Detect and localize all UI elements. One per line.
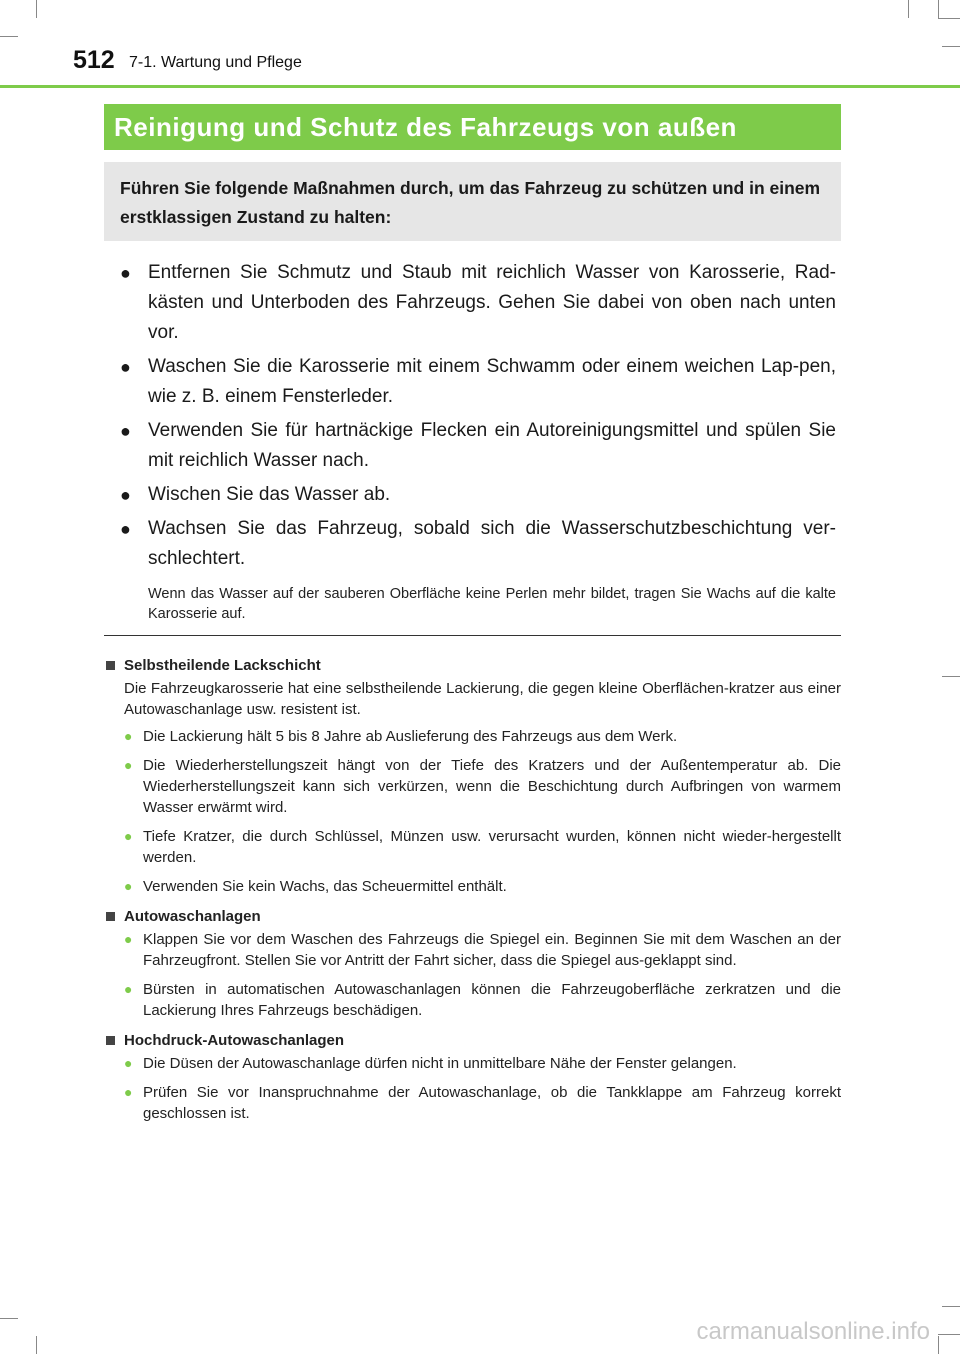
square-bullet-icon	[106, 661, 115, 670]
list-item	[120, 352, 836, 412]
square-bullet-icon	[106, 912, 115, 921]
bullet-icon: ●	[124, 1084, 133, 1100]
bullet-icon: ●	[120, 485, 131, 505]
info-list-item-text: Die Düsen der Autowaschanlage dürfen nicht in unmittelbare Nähe der Fenster gelangen.	[143, 1055, 737, 1072]
list-item	[120, 416, 836, 476]
crop-mark	[938, 1336, 939, 1354]
crop-mark	[942, 1306, 960, 1307]
info-list-item-text: Tiefe Kratzer, die durch Schlüssel, Münzen usw. verursacht wurden, können nicht wieder-hergestellt werden.	[143, 828, 841, 866]
list-item	[120, 480, 836, 510]
crop-mark	[36, 1336, 37, 1354]
info-heading-text: Autowaschanlagen	[124, 908, 261, 925]
info-list-item-text: Bürsten in automatischen Autowaschanlagen können die Fahrzeugoberfläche zerkratzen und die Lackierung Ihres Fahrzeugs beschädigen.	[143, 981, 841, 1019]
section-divider	[104, 635, 841, 636]
info-list-item-text: Prüfen Sie vor Inanspruchnahme der Autowaschanlage, ob die Tankklappe am Fahrzeug korrekt geschlossen ist.	[143, 1084, 841, 1122]
crop-mark	[942, 676, 960, 677]
bullet-icon: ●	[124, 1055, 133, 1071]
info-list-item-text: Klappen Sie vor dem Waschen des Fahrzeugs die Spiegel ein. Beginnen Sie mit dem Waschen an der Fahrzeugfront. Stellen Sie vor Antritt der Fahrt sicher, dass die Spiegel aus-geklappt sind.	[143, 931, 841, 969]
crop-mark	[0, 36, 18, 37]
page-number: 512	[73, 46, 115, 74]
header-rule	[0, 85, 960, 88]
bullet-icon: ●	[120, 421, 131, 441]
list-item-text: Entfernen Sie Schmutz und Staub mit reichlich Wasser von Karosserie, Rad-kästen und Unterboden des Fahrzeugs. Gehen Sie dabei von oben nach unten vor.	[148, 262, 836, 343]
info-list-item	[124, 755, 841, 818]
main-bullet-list	[120, 258, 836, 624]
crop-mark	[0, 1318, 18, 1319]
list-item-text: Wischen Sie das Wasser ab.	[148, 484, 391, 505]
square-bullet-icon	[106, 1036, 115, 1045]
info-heading	[106, 1029, 841, 1053]
info-list-item	[124, 826, 841, 868]
intro-box	[104, 162, 841, 241]
info-paragraph: Die Fahrzeugkarosserie hat eine selbstheilende Lackierung, die gegen kleine Oberflächen-kratzer aus einer Autowaschanlage usw. resistent ist.	[124, 680, 841, 718]
list-item-text: Verwenden Sie für hartnäckige Flecken ein Autoreinigungsmittel und spülen Sie mit reichlich Wasser nach.	[148, 420, 836, 471]
bullet-icon: ●	[124, 757, 133, 773]
bullet-icon: ●	[124, 878, 133, 894]
crop-mark	[908, 0, 909, 18]
info-list-item	[124, 876, 841, 897]
info-list-item	[124, 1082, 841, 1124]
info-heading	[106, 905, 841, 929]
crop-mark	[942, 46, 960, 47]
bullet-icon: ●	[124, 931, 133, 947]
info-list-item	[124, 929, 841, 971]
list-item-text: Wachsen Sie das Fahrzeug, sobald sich die Wasserschutzbeschichtung ver-schlechtert.	[148, 518, 836, 569]
info-list-item-text: Verwenden Sie kein Wachs, das Scheuermittel enthält.	[143, 878, 507, 895]
page-header	[73, 46, 873, 82]
intro-text: Führen Sie folgende Maßnahmen durch, um das Fahrzeug zu schützen und in einem erstklassigen Zustand zu halten:	[120, 178, 821, 227]
bullet-icon: ●	[120, 263, 131, 283]
crop-mark	[938, 18, 960, 19]
chapter-title: 7-1. Wartung und Pflege	[129, 54, 302, 71]
section-title: Reinigung und Schutz des Fahrzeugs von außen	[104, 104, 841, 150]
list-item	[120, 514, 836, 574]
list-item	[120, 258, 836, 348]
crop-mark	[938, 1334, 960, 1335]
bullet-icon: ●	[120, 519, 131, 539]
crop-mark	[36, 0, 37, 18]
bullet-icon: ●	[120, 357, 131, 377]
info-heading-text: Hochdruck-Autowaschanlagen	[124, 1032, 345, 1049]
info-section	[106, 648, 841, 1132]
info-list-item-text: Die Wiederherstellungszeit hängt von der Tiefe des Kratzers und der Außentemperatur ab. Die Wiederherstellungszeit kann sich verkürzen, wenn die Beschichtung durch Aufbringen von warmem Wasser erwärmt wird.	[143, 757, 841, 816]
wax-note: Wenn das Wasser auf der sauberen Oberfläche keine Perlen mehr bildet, tragen Sie Wachs auf die kalte Karosserie auf.	[148, 586, 836, 622]
bullet-icon: ●	[124, 728, 133, 744]
bullet-icon: ●	[124, 981, 133, 997]
list-item-text: Waschen Sie die Karosserie mit einem Schwamm oder einem weichen Lap-pen, wie z. B. einem Fensterleder.	[148, 356, 836, 407]
watermark: carmanualsonline.info	[696, 1318, 930, 1345]
info-heading-text: Selbstheilende Lackschicht	[124, 657, 321, 674]
info-list-item	[124, 726, 841, 747]
info-list-item	[124, 1053, 841, 1074]
info-list-item	[124, 979, 841, 1021]
info-list-item-text: Die Lackierung hält 5 bis 8 Jahre ab Auslieferung des Fahrzeugs aus dem Werk.	[143, 728, 678, 745]
bullet-icon: ●	[124, 828, 133, 844]
crop-mark	[938, 0, 939, 18]
info-heading	[106, 654, 841, 678]
